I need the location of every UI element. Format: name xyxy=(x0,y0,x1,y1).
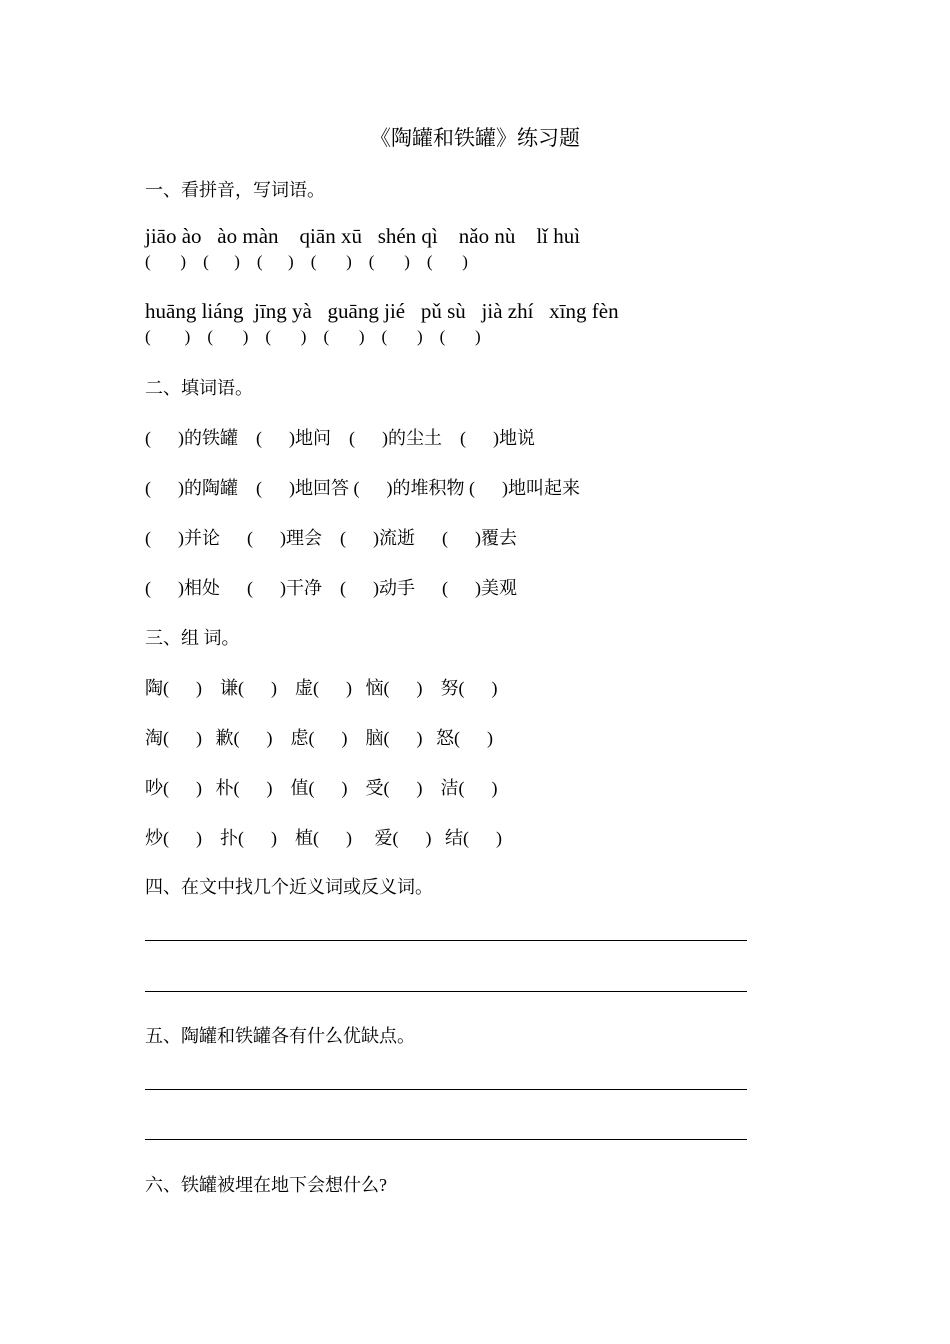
answer-line[interactable] xyxy=(145,1089,747,1090)
answer-brackets-row-2[interactable]: ( ) ( ) ( ) ( ) ( ) ( ) xyxy=(145,327,481,346)
pinyin-row-2: huāng liáng jīng yà guāng jié pǔ sù jià zhí xīng fèn xyxy=(145,299,619,323)
section5-heading: 五、陶罐和铁罐各有什么优缺点。 xyxy=(145,1026,415,1046)
answer-brackets-row-1[interactable]: ( ) ( ) ( ) ( ) ( ) ( ) xyxy=(145,252,468,271)
page-title: 《陶罐和铁罐》练习题 xyxy=(370,126,580,150)
word-group-row[interactable]: 陶( ) 谦( ) 虚( ) 恼( ) 努( ) xyxy=(145,678,498,698)
pinyin-row-1: jiāo ào ào màn qiān xū shén qì nǎo nù lǐ huì xyxy=(145,224,581,248)
word-group-row[interactable]: 淘( ) 歉( ) 虑( ) 脑( ) 怒( ) xyxy=(145,728,493,748)
section1-heading: 一、看拼音，写词语。 xyxy=(145,180,325,200)
section3-heading: 三、组 词。 xyxy=(145,628,240,648)
answer-line[interactable] xyxy=(145,940,747,941)
answer-line[interactable] xyxy=(145,991,747,992)
word-group-row[interactable]: 炒( ) 扑( ) 植( ) 爱( ) 结( ) xyxy=(145,828,502,848)
section2-heading: 二、填词语。 xyxy=(145,378,253,398)
word-group-row[interactable]: 吵( ) 朴( ) 值( ) 受( ) 洁( ) xyxy=(145,778,498,798)
section6-heading: 六、铁罐被埋在地下会想什么? xyxy=(145,1175,387,1195)
fill-words-row[interactable]: ( )并论 ( )理会 ( )流逝 ( )覆去 xyxy=(145,528,517,548)
fill-words-row[interactable]: ( )相处 ( )干净 ( )动手 ( )美观 xyxy=(145,578,517,598)
answer-line[interactable] xyxy=(145,1139,747,1140)
fill-words-row[interactable]: ( )的铁罐 ( )地问 ( )的尘土 ( )地说 xyxy=(145,428,535,448)
fill-words-row[interactable]: ( )的陶罐 ( )地回答 ( )的堆积物 ( )地叫起来 xyxy=(145,478,580,498)
section4-heading: 四、在文中找几个近义词或反义词。 xyxy=(145,877,433,897)
